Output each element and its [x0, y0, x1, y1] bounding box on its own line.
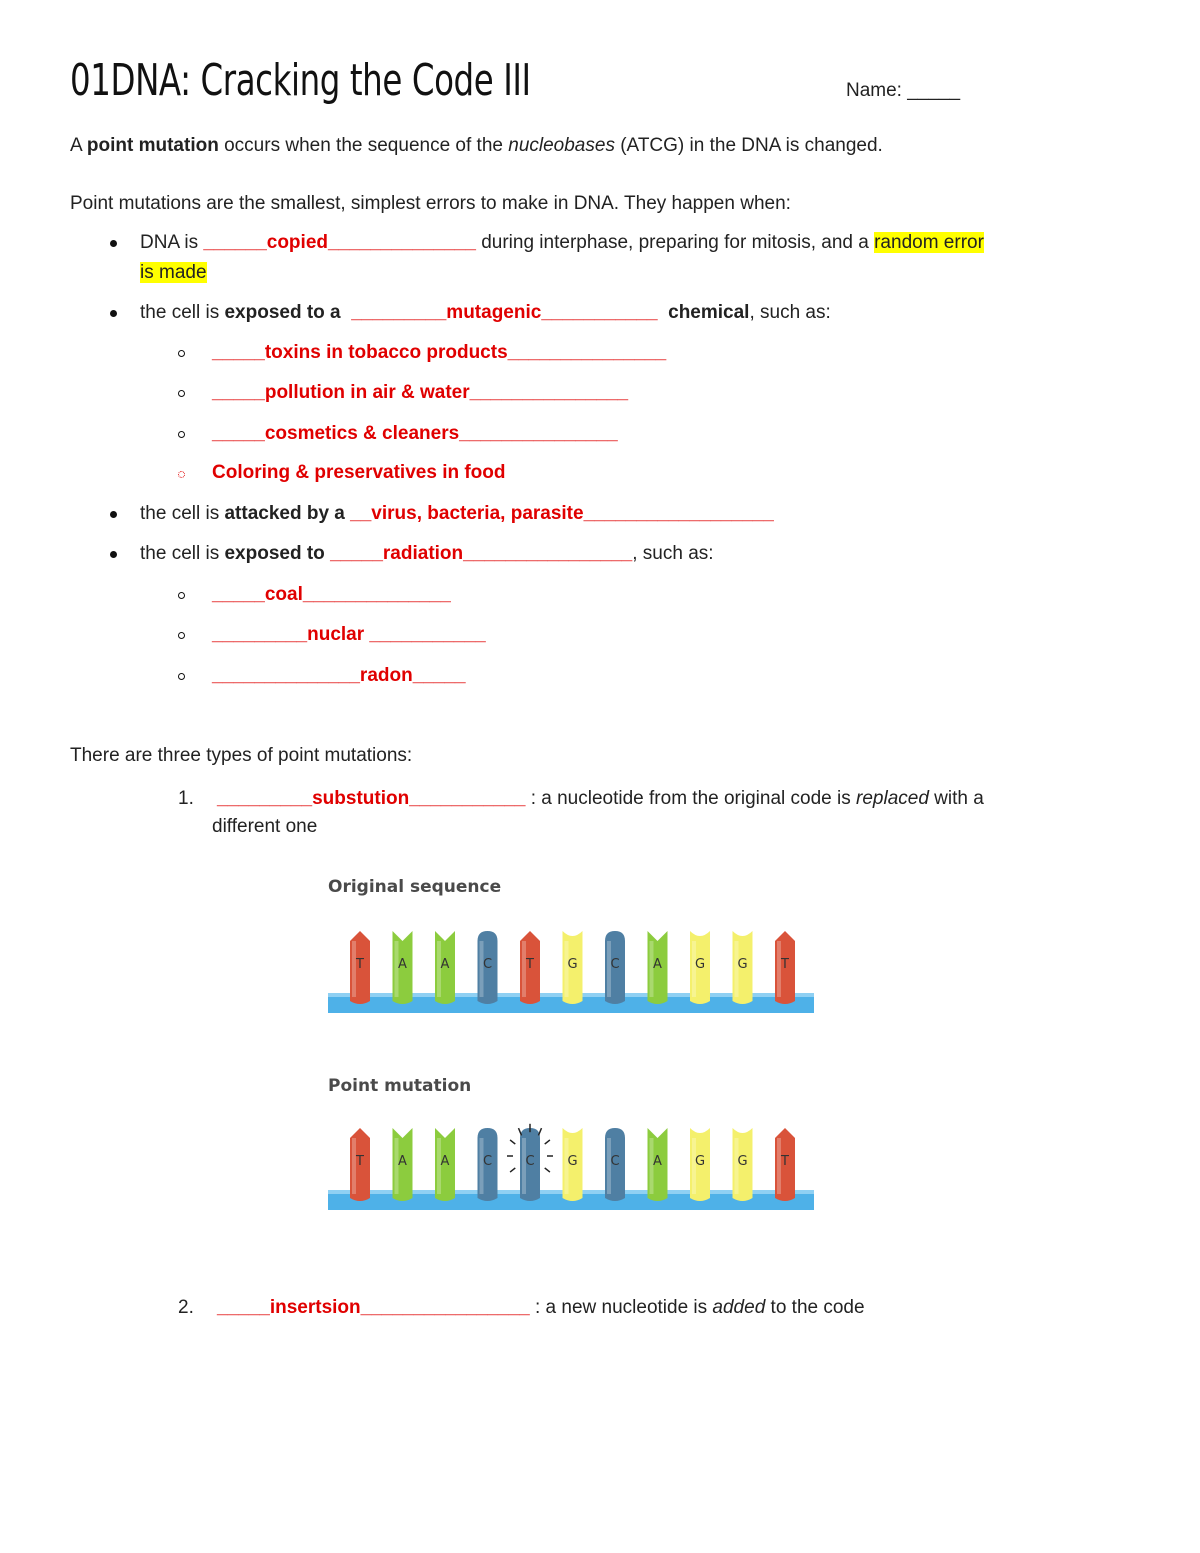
nucleotide-label: T [781, 957, 789, 972]
nucleotide-label: G [694, 1154, 706, 1169]
glow-ray [510, 1168, 515, 1172]
cause-copied: DNA is ______copied______________ during interphase, preparing for mitosis, and a random error [140, 232, 984, 253]
name-field-label: Name: _____ [846, 80, 961, 101]
nucleotide-label: G [567, 957, 578, 972]
nucleotide-label: C [482, 1154, 493, 1169]
figure-label-original: Original sequence [328, 877, 502, 897]
bullet-icon [110, 310, 117, 317]
mutated-sequence-diagram [320, 1110, 820, 1212]
nucleotide-label: C [610, 1154, 620, 1169]
radiation-item: _________nuclar ___________ [212, 624, 486, 645]
nucleotide-label: C [525, 1154, 535, 1169]
nucleotide-label: T [356, 1154, 364, 1169]
nucleotide-label: G [567, 1154, 578, 1169]
chemical-item: _____toxins in tobacco products_______________ [212, 342, 667, 363]
radiation-item: ______________radon_____ [212, 665, 466, 686]
nucleotide-label: G [694, 957, 706, 972]
cause-attacked: the cell is attacked by a __virus, bacteria, parasite__________________ [140, 503, 774, 524]
nucleotide-label: A [398, 957, 407, 972]
nucleotide-label: A [653, 1154, 662, 1169]
glow-ray [539, 1128, 542, 1135]
glow-ray [510, 1140, 515, 1144]
nucleotide-label: C [610, 957, 620, 972]
nucleotide-label: A [398, 1154, 407, 1169]
nucleotide-label: T [526, 957, 534, 972]
bullet-icon [110, 240, 117, 247]
sub-bullet-icon [178, 431, 185, 438]
nucleotide-label: T [781, 1154, 789, 1169]
sub-bullet-icon [178, 673, 185, 680]
bullet-icon [110, 511, 117, 518]
glow-ray [519, 1128, 522, 1135]
original-sequence-diagram [320, 920, 820, 1015]
bullet-icon [110, 551, 117, 558]
radiation-item: _____coal______________ [212, 584, 451, 605]
nucleotide-label: C [482, 957, 493, 972]
causes-intro: Point mutations are the smallest, simplest errors to make in DNA. They happen when: [70, 193, 791, 214]
nucleotide-label: G [737, 1154, 748, 1169]
type-substitution: _________substution___________ : a nucleotide from the original code is replaced with a [217, 788, 984, 809]
cause-radiation: the cell is exposed to _____radiation________________, such as: [140, 543, 714, 564]
glow-ray [545, 1140, 550, 1144]
page-title: 01DNA: Cracking the Code III [70, 55, 531, 106]
types-intro: There are three types of point mutations: [70, 745, 413, 766]
nucleotide-label: A [653, 957, 662, 972]
chemical-item: _____pollution in air & water_______________ [212, 382, 629, 403]
figure-label-mutation: Point mutation [328, 1076, 472, 1096]
cause-copied-cont: is made [140, 262, 207, 283]
chemical-item: _____cosmetics & cleaners_______________ [212, 423, 618, 444]
type-number: 1. [178, 788, 194, 809]
intro-paragraph: A point mutation occurs when the sequence of the nucleobases (ATCG) in the DNA is changed. [70, 135, 883, 156]
cause-chemical: the cell is exposed to a _________mutagenic___________ chemical, such as: [140, 302, 831, 323]
sub-bullet-icon [178, 390, 185, 397]
sub-bullet-icon [178, 632, 185, 639]
sub-bullet-icon [178, 471, 185, 478]
type-number: 2. [178, 1297, 194, 1318]
sub-bullet-icon [178, 350, 185, 357]
chemical-item: Coloring & preservatives in food [212, 462, 506, 483]
nucleotide-label: A [440, 1154, 450, 1169]
nucleotide-label: G [737, 957, 748, 972]
nucleotide-label: T [356, 957, 364, 972]
sub-bullet-icon [178, 592, 185, 599]
glow-ray [545, 1168, 550, 1172]
nucleotide-label: A [440, 957, 450, 972]
type-insertion: _____insertsion________________ : a new nucleotide is added to the code [217, 1297, 865, 1318]
type-substitution-cont: different one [212, 816, 318, 837]
